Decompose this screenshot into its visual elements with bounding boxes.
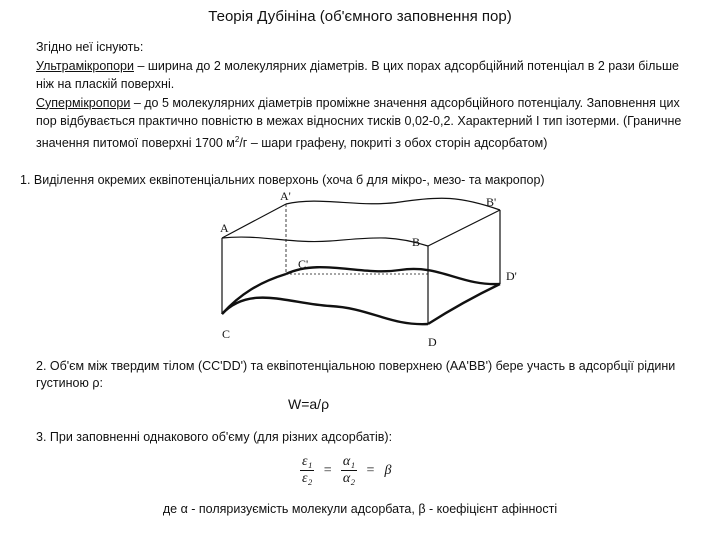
- intro-line: Згідно неї існують:: [36, 40, 144, 54]
- label-A-prime: A': [280, 189, 291, 203]
- edge-ApBp: [286, 198, 500, 210]
- epsilon-1: ε₁: [302, 454, 313, 469]
- affinity-formula: [298, 454, 395, 487]
- item-3: 3. При заповненні однакового об'єму (для різних адсорбатів):: [36, 430, 393, 444]
- equals-sign: =: [322, 462, 333, 478]
- edge-AB: [222, 237, 428, 246]
- label-C-prime: C': [298, 257, 309, 271]
- beta: β: [384, 462, 392, 478]
- epsilon-2: ε₂: [302, 471, 313, 486]
- edge-DDp: [428, 284, 500, 324]
- edge-CCp: [222, 274, 286, 314]
- label-A: A: [220, 221, 229, 235]
- ultramicropores-def: [36, 57, 696, 94]
- alpha-2: α₂: [342, 471, 356, 486]
- label-D-prime: D': [506, 269, 517, 283]
- edge-CpDp: [286, 267, 500, 284]
- label-C: C: [222, 327, 231, 341]
- alpha-1: α₁: [342, 454, 356, 469]
- edge-CD: [222, 298, 428, 325]
- intro-paragraph: [36, 38, 696, 152]
- item-1: 1. Виділення окремих еквіпотенціальних поверхонь (хоча б для мікро-, мезо- та макропор): [20, 173, 545, 187]
- epsilon-fraction: [300, 454, 314, 487]
- supermicropores-text: – до 5 молекулярних діаметрів проміжне значення адсорбційного потенціалу. Заповнення цих пор відбувається практично повністю в межах відносних тисків 0,02-0,2. Характерний І тип ізотерми. (Граничне значення питомої поверхні 1700 м: [36, 95, 682, 150]
- ultramicropores-term: Ультрамікропори: [36, 58, 134, 73]
- label-B: B: [412, 235, 421, 249]
- equals-sign-2: =: [365, 462, 376, 478]
- supermicropores-tail: /г – шари графену, покриті з обох сторін адсорбатом): [239, 135, 548, 150]
- supermicropores-def: [36, 94, 696, 153]
- label-B-prime: B': [486, 195, 497, 209]
- item-2: 2. Об'єм між твердим тілом (CC'DD') та еквіпотенціальною поверхнею (AA'BB') бере участь в адсорбції рідини густиною ρ:: [36, 359, 676, 390]
- edge-AAp: [222, 204, 286, 238]
- page-title: Теорія Дубініна (об'ємного заповнення пор): [208, 8, 512, 25]
- equipotential-diagram: [200, 186, 540, 356]
- label-D: D: [428, 335, 437, 349]
- formula-w: W=a/ρ: [288, 396, 330, 412]
- supermicropores-term: Супермікропори: [36, 95, 131, 110]
- ultramicropores-text: – ширина до 2 молекулярних діаметрів. В цих порах адсорбційний потенціал в 2 рази більше ніж на пласкій поверхні.: [36, 58, 679, 91]
- edge-BBp: [428, 210, 500, 246]
- footnote: де α - поляризуємість молекули адсорбата, β - коефіцієнт афінності: [162, 502, 558, 516]
- superscript: 2: [234, 134, 240, 144]
- alpha-fraction: [341, 454, 357, 487]
